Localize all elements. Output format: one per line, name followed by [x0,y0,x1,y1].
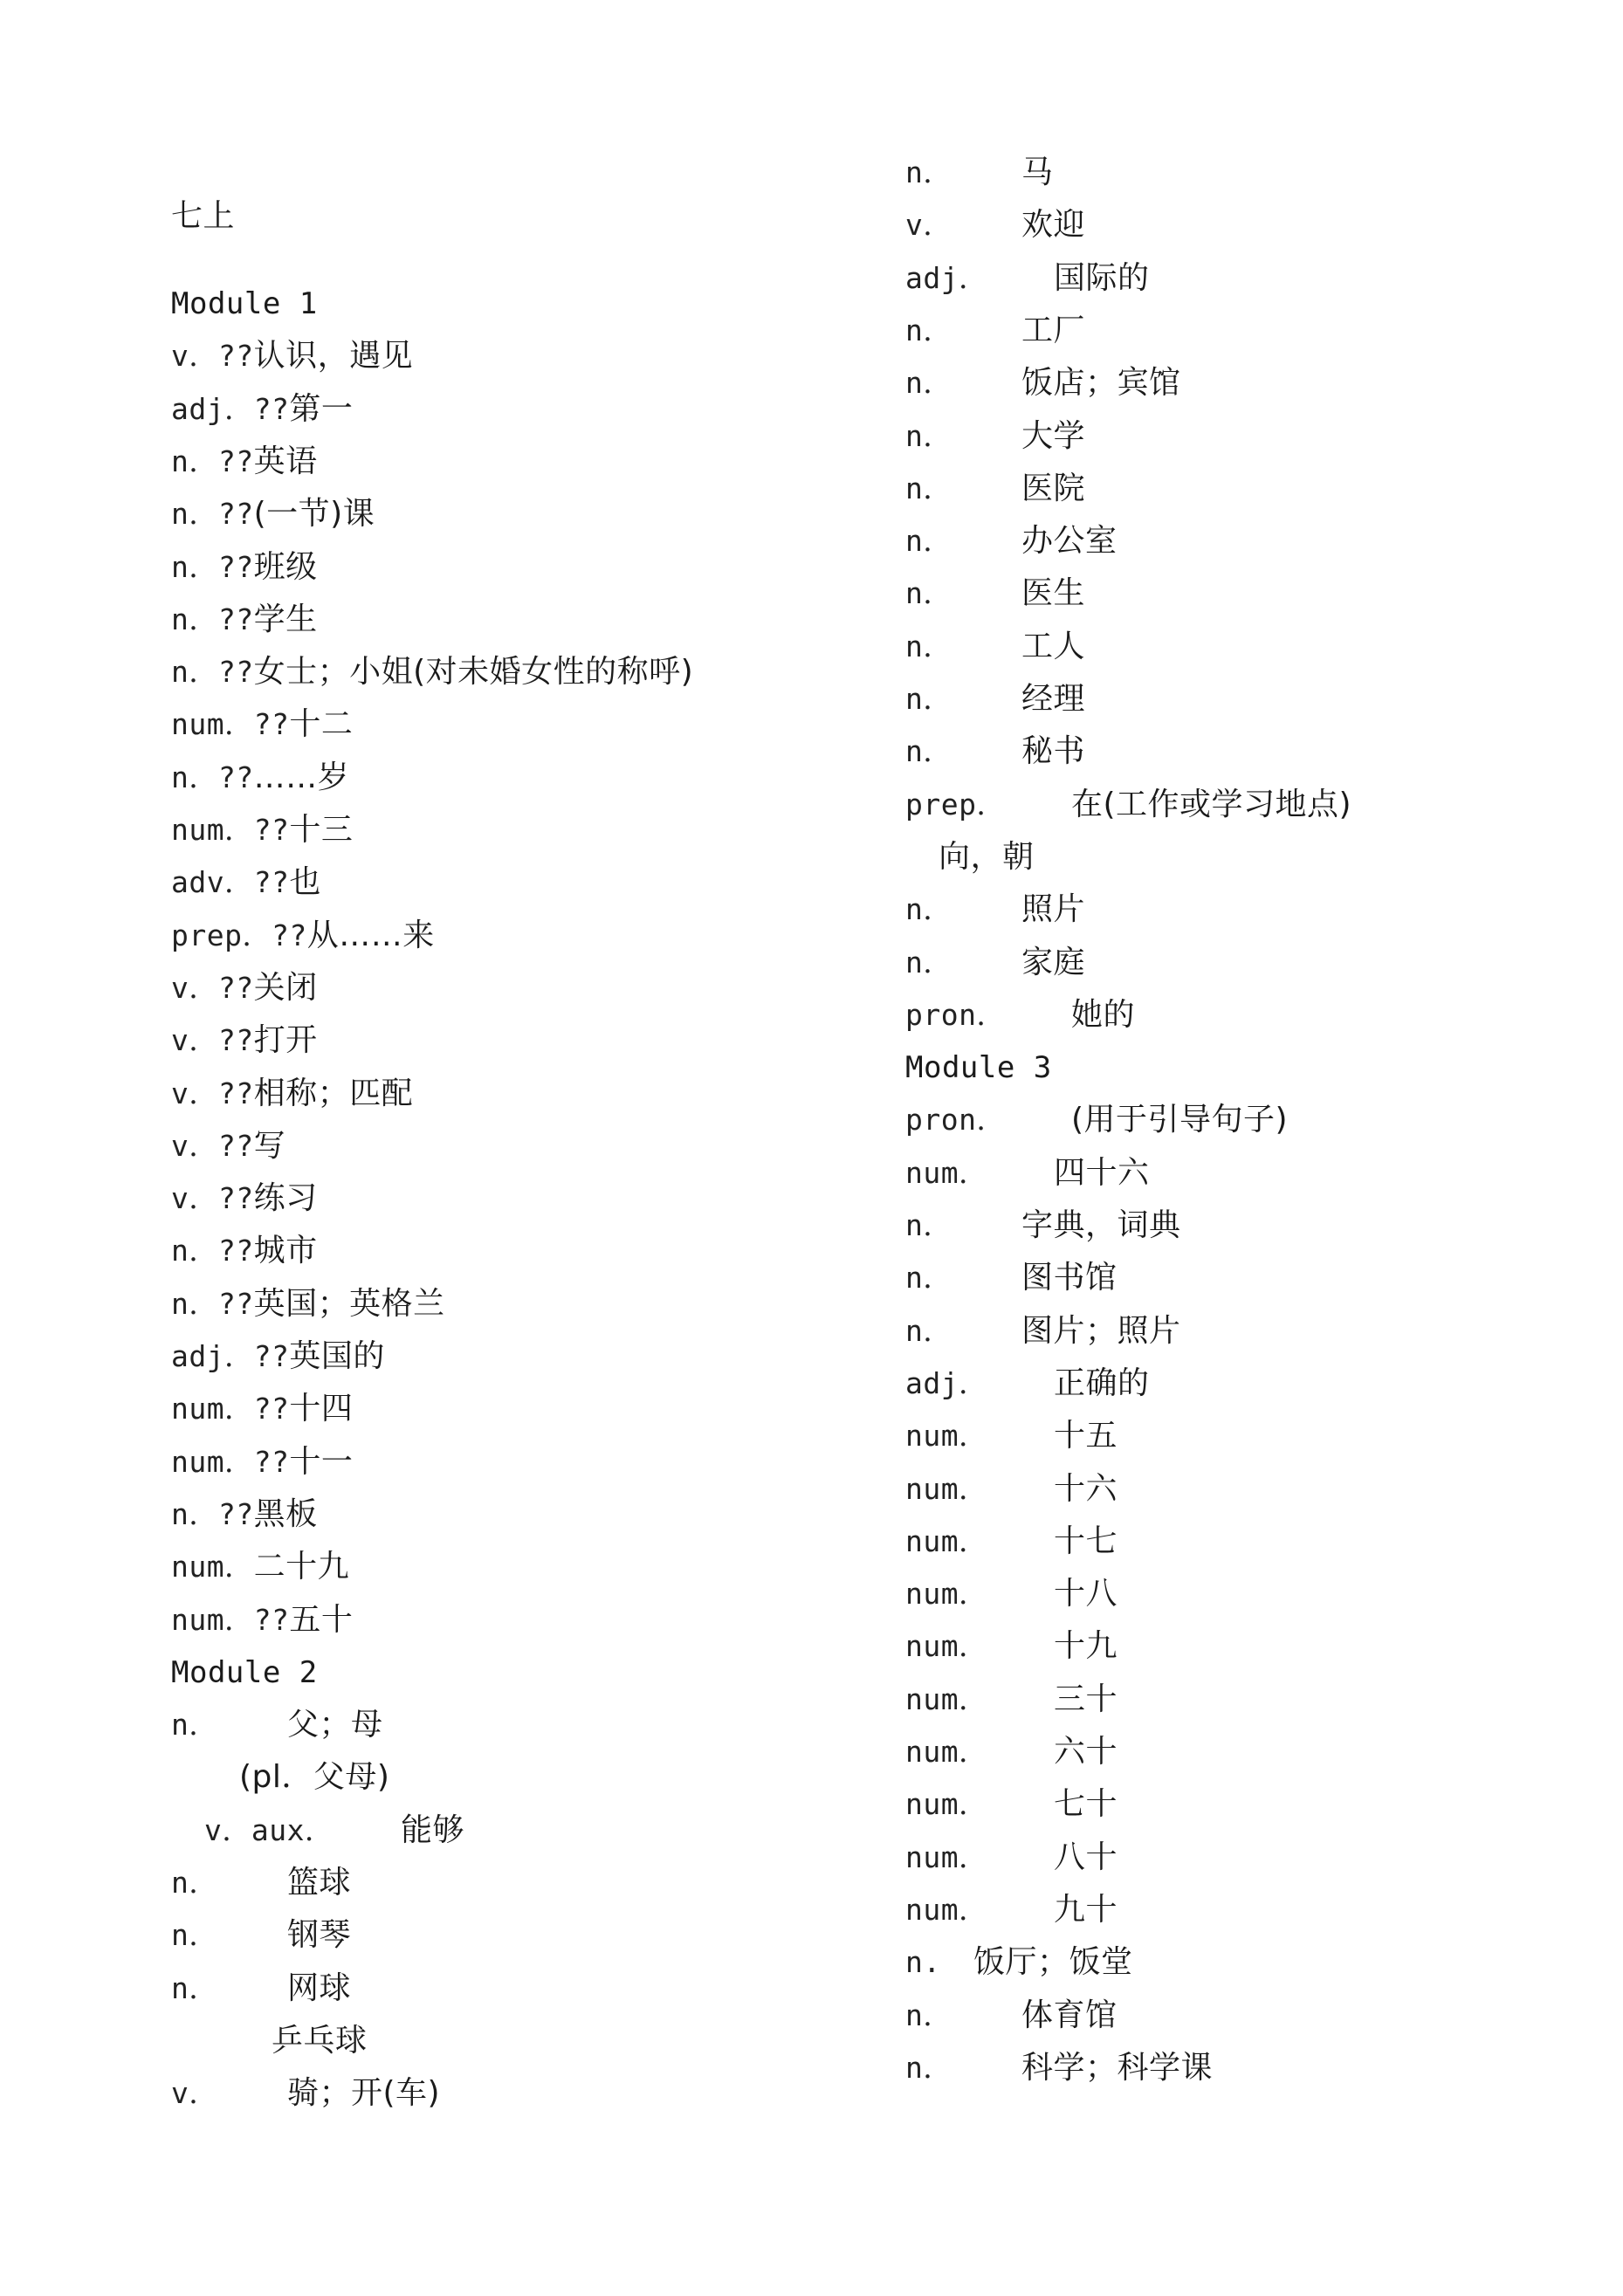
vocab-entry [905,576,1085,611]
vocab-entry [905,1893,1118,1928]
chinese-meaning: 十三 [289,812,354,848]
chinese-meaning: 七十 [1054,1786,1118,1823]
chinese-meaning: 字典，词典 [1021,1207,1181,1243]
chinese-meaning: 医生 [1021,575,1086,612]
chinese-meaning: 马 [1021,155,1054,190]
chinese-meaning: 她的 [1071,996,1136,1033]
unknown-glyph-mark: ?? [253,1339,290,1373]
vocab-entry [171,1023,318,1058]
vocab-entry [905,892,1085,927]
part-of-speech: v． [171,1076,218,1110]
vocab-entry [905,1472,1118,1507]
chinese-meaning: 在(工作或学习地点) [1071,786,1352,822]
vocab-entry [905,261,1150,296]
vocab-entry [171,1918,351,1953]
unknown-glyph-mark: ?? [253,1392,290,1426]
part-of-speech: v． [171,339,218,374]
vocab-entry [905,1419,1118,1454]
chinese-meaning: 班级 [253,548,318,585]
chinese-meaning: 学生 [253,601,318,637]
vocab-entry [171,339,413,374]
unknown-glyph-mark: ?? [217,1286,254,1321]
vocab-entry [905,1314,1181,1349]
unknown-glyph-mark: ?? [217,655,254,690]
vocab-entry [905,998,1135,1033]
chinese-meaning: 八十 [1054,1839,1118,1875]
chinese-meaning: 打开 [253,1022,318,1059]
vocab-entry [905,419,1085,454]
chinese-meaning: 家庭 [1021,944,1086,980]
part-of-speech: v． [171,2076,218,2111]
chinese-meaning: 秘书 [1021,733,1086,770]
chinese-meaning: 工厂 [1021,312,1086,348]
part-of-speech: n． [171,497,218,532]
unknown-glyph-mark: ?? [217,1023,254,1058]
chinese-meaning: 英语 [253,443,318,479]
chinese-meaning: 科学；科学课 [1021,2049,1214,2086]
part-of-speech: num． [171,1550,254,1585]
part-of-speech: v． [905,208,952,243]
chinese-meaning: 国际的 [1054,259,1150,296]
vocab-entry [171,392,353,427]
vocab-entry [905,1998,1118,2033]
part-of-speech: adj． [905,260,988,295]
chinese-meaning: 十一 [289,1443,354,1480]
chinese-meaning: 练习 [253,1180,318,1217]
vocab-entry [171,707,353,742]
chinese-meaning: 关闭 [253,969,318,1006]
part-of-speech: num． [905,1787,988,1822]
unknown-glyph-mark: ?? [217,601,254,636]
chinese-meaning: 写 [253,1127,286,1164]
chinese-meaning: 饭店；宾馆 [1021,365,1181,402]
chinese-meaning: 照片 [1021,891,1086,928]
chinese-meaning: 十二 [289,706,354,743]
part-of-speech: n． [905,1261,952,1296]
part-of-speech: v．aux． [204,1812,334,1847]
vocab-entry [905,1156,1150,1191]
chinese-meaning: 篮球 [287,1865,352,1901]
chinese-meaning: 三十 [1054,1681,1118,1717]
unknown-glyph-mark: ?? [217,970,254,1005]
vocab-entry [905,1261,1118,1296]
vocab-entry [171,1497,318,1532]
vocab-entry [905,471,1085,506]
module-heading-text: Module 3 [905,1050,1052,1086]
part-of-speech: n． [171,1918,218,1953]
vocab-entry [171,444,318,479]
chinese-meaning: 骑；开(车) [287,2075,441,2112]
chinese-meaning: 第一 [289,390,354,427]
unknown-glyph-mark: ?? [217,549,254,584]
vocab-entry [171,1708,383,1743]
unknown-glyph-mark: ?? [217,443,254,478]
module-heading [171,286,318,321]
part-of-speech: n． [905,2050,952,2085]
vocab-entry [171,971,318,1006]
vocab-entry [905,682,1085,717]
chinese-meaning: 十八 [1054,1576,1118,1612]
part-of-speech: v． [171,1181,218,1216]
vocab-entry [905,313,1085,348]
chinese-meaning: 九十 [1054,1891,1118,1928]
vocab-entry [171,918,435,953]
vocab-entry [171,550,318,585]
chinese-meaning: 女士；小姐(对未婚女性的称呼) [253,654,694,691]
part-of-speech: adv． [171,865,254,900]
vocab-entry [171,1392,353,1426]
vocab-entry [171,1445,353,1480]
unknown-glyph-mark: ?? [217,497,254,532]
vocab-entry [171,497,375,532]
vocab-entry [905,155,1054,190]
chinese-meaning: (一节)课 [253,496,375,533]
part-of-speech: num． [905,1577,988,1612]
chinese-meaning: 父；母 [287,1707,383,1743]
part-of-speech: n． [171,1496,218,1531]
chinese-meaning: 相称；匹配 [253,1075,414,1111]
vocab-entry [171,1603,353,1638]
part-of-speech: adj． [905,1365,988,1400]
meaning-continuation: (pl．父母) [239,1759,390,1796]
part-of-speech: n． [171,1234,218,1268]
unknown-glyph-mark: ?? [253,707,290,742]
vocab-entry [171,1550,349,1585]
part-of-speech: n． [905,155,952,189]
unknown-glyph-mark: ?? [253,1444,290,1479]
vocab-entry [171,602,318,637]
part-of-speech: num． [171,813,254,847]
chinese-meaning: 网球 [287,1969,352,2006]
chinese-meaning: 黑板 [253,1495,318,1532]
part-of-speech: num． [905,1735,988,1769]
chinese-meaning: 钢琴 [287,1917,352,1954]
vocab-entry [905,208,1085,243]
vocab-entry [171,2076,440,2111]
unknown-glyph-mark: ?? [217,1496,254,1531]
chinese-meaning: ……岁 [253,759,350,795]
part-of-speech: n． [171,1866,218,1900]
part-of-speech: num． [905,1419,988,1454]
part-of-speech: prep． [905,787,1006,821]
part-of-speech: n． [171,760,218,794]
unknown-glyph-mark: ?? [217,760,254,794]
unknown-glyph-mark: ?? [253,865,290,900]
vocab-entry [171,1866,351,1901]
part-of-speech: n． [171,1708,218,1743]
vocab-entry [905,1629,1118,1664]
vocab-entry [272,2024,368,2059]
chinese-meaning: 十六 [1054,1470,1118,1507]
module-heading-text: Module 1 [171,286,318,321]
chinese-meaning: 正确的 [1054,1365,1150,1401]
chinese-meaning: 从……来 [306,917,435,953]
part-of-speech: n． [905,734,952,769]
part-of-speech: num． [171,1602,254,1637]
part-of-speech: n． [905,418,952,453]
part-of-speech: num． [905,1681,988,1716]
chinese-meaning: 十四 [289,1391,354,1427]
part-of-speech: v． [171,1023,218,1058]
vocab-entry [905,1577,1118,1612]
vocab-entry [905,1366,1150,1401]
chinese-meaning: 英国的 [289,1338,385,1374]
page-title: 七上 [171,198,236,234]
vocab-entry [171,1076,413,1111]
chinese-meaning: 二十九 [253,1549,350,1585]
part-of-speech: num． [905,1892,988,1927]
vocab-entry [171,813,353,848]
chinese-meaning: 十七 [1054,1523,1118,1559]
vocab-entry [171,1234,318,1268]
vocab-entry [239,1760,389,1795]
chinese-meaning: 英国；英格兰 [253,1285,445,1322]
part-of-speech: adj． [171,391,254,426]
chinese-meaning: 饭厅；饭堂 [973,1944,1133,1981]
part-of-speech: num． [905,1155,988,1190]
part-of-speech: num． [905,1839,988,1874]
part-of-speech: n． [905,576,952,611]
chinese-meaning: 能够 [401,1811,465,1848]
vocab-entry [171,1339,385,1374]
unknown-glyph-mark: ?? [217,1076,254,1110]
unknown-glyph-mark: ?? [217,1234,254,1268]
part-of-speech: n． [905,1208,952,1242]
chinese-meaning: 图片；照片 [1021,1312,1181,1349]
vocab-entry [905,1524,1118,1559]
vocab-entry [905,787,1351,822]
chinese-meaning: 大学 [1021,417,1086,454]
chinese-meaning: 体育馆 [1021,1997,1118,2033]
chinese-meaning: (用于引导句子) [1071,1102,1289,1138]
vocab-entry [171,655,693,690]
part-of-speech: n． [905,682,952,716]
unknown-glyph-mark: ?? [217,1128,254,1163]
chinese-meaning: 六十 [1054,1734,1118,1770]
part-of-speech: n． [171,549,218,584]
chinese-meaning: 经理 [1021,681,1086,717]
vocab-entry [905,629,1085,664]
vocab-entry [905,1103,1288,1138]
unknown-glyph-mark: ?? [253,391,290,426]
part-of-speech: n． [171,1970,218,2005]
vocab-entry [905,945,1085,980]
vocab-entry [171,1971,351,2006]
vocab-entry [905,1735,1118,1770]
part-of-speech: n． [171,655,218,690]
unknown-glyph-mark: ?? [217,339,254,374]
vocab-entry [171,760,349,795]
part-of-speech: n． [171,601,218,636]
vocab-entry [905,734,1085,769]
part-of-speech: n． [905,1997,952,2032]
chinese-meaning: 十九 [1054,1628,1118,1665]
module-heading-text: Module 2 [171,1654,318,1690]
chinese-meaning: 认识，遇见 [253,338,414,375]
vocab-entry [905,1840,1118,1875]
chinese-meaning: 医院 [1021,470,1086,506]
unknown-glyph-mark: ?? [253,1602,290,1637]
chinese-meaning: 十五 [1054,1418,1118,1454]
part-of-speech: adj． [171,1339,254,1373]
vocab-entry [905,1787,1118,1822]
chinese-meaning: 五十 [289,1601,354,1638]
chinese-meaning: 也 [289,864,321,901]
part-of-speech: pron． [905,1103,1006,1138]
part-of-speech: n． [905,313,952,347]
vocab-entry [171,1287,445,1322]
part-of-speech: num． [171,707,254,742]
chinese-meaning: 四十六 [1054,1154,1150,1191]
chinese-meaning: 图书馆 [1021,1260,1118,1296]
vocab-entry [905,366,1181,401]
part-of-speech: n． [905,629,952,663]
module-heading [171,1655,318,1690]
part-of-speech: prep． [171,918,272,952]
part-of-speech: n． [905,471,952,505]
chinese-meaning: 城市 [253,1233,318,1269]
part-of-speech: num． [171,1392,254,1426]
part-of-speech: n. [905,1945,941,1980]
vocab-entry [905,2051,1213,2086]
vocab-entry [905,1682,1118,1717]
module-heading [905,1050,1052,1085]
part-of-speech: n． [905,1313,952,1348]
vocab-entry [204,1813,464,1848]
vocab-entry [171,1181,318,1216]
part-of-speech: pron． [905,997,1006,1032]
part-of-speech: num． [905,1523,988,1558]
chinese-meaning: 欢迎 [1021,207,1086,244]
unknown-glyph-mark: ?? [271,918,307,952]
vocab-entry [939,840,1035,875]
part-of-speech: v． [171,970,218,1005]
part-of-speech: v． [171,1128,218,1163]
part-of-speech: num． [905,1629,988,1664]
meaning-continuation: 向，朝 [939,838,1035,875]
part-of-speech: n． [171,443,218,478]
chinese-meaning: 工人 [1021,628,1086,664]
vocab-entry [171,1129,285,1164]
vocab-entry [905,1945,1133,1980]
vocab-entry [905,524,1118,559]
part-of-speech: num． [171,1444,254,1479]
part-of-speech: n． [171,1286,218,1321]
unknown-glyph-mark: ?? [217,1181,254,1216]
vocab-entry [171,865,321,900]
chinese-meaning: 办公室 [1021,523,1118,560]
vocab-entry [905,1208,1181,1243]
unknown-glyph-mark: ?? [253,813,290,847]
part-of-speech: n． [905,524,952,559]
meaning-continuation: 乒乓球 [272,2022,368,2059]
part-of-speech: n． [905,892,952,927]
part-of-speech: n． [905,366,952,401]
part-of-speech: num． [905,1471,988,1506]
part-of-speech: n． [905,945,952,980]
